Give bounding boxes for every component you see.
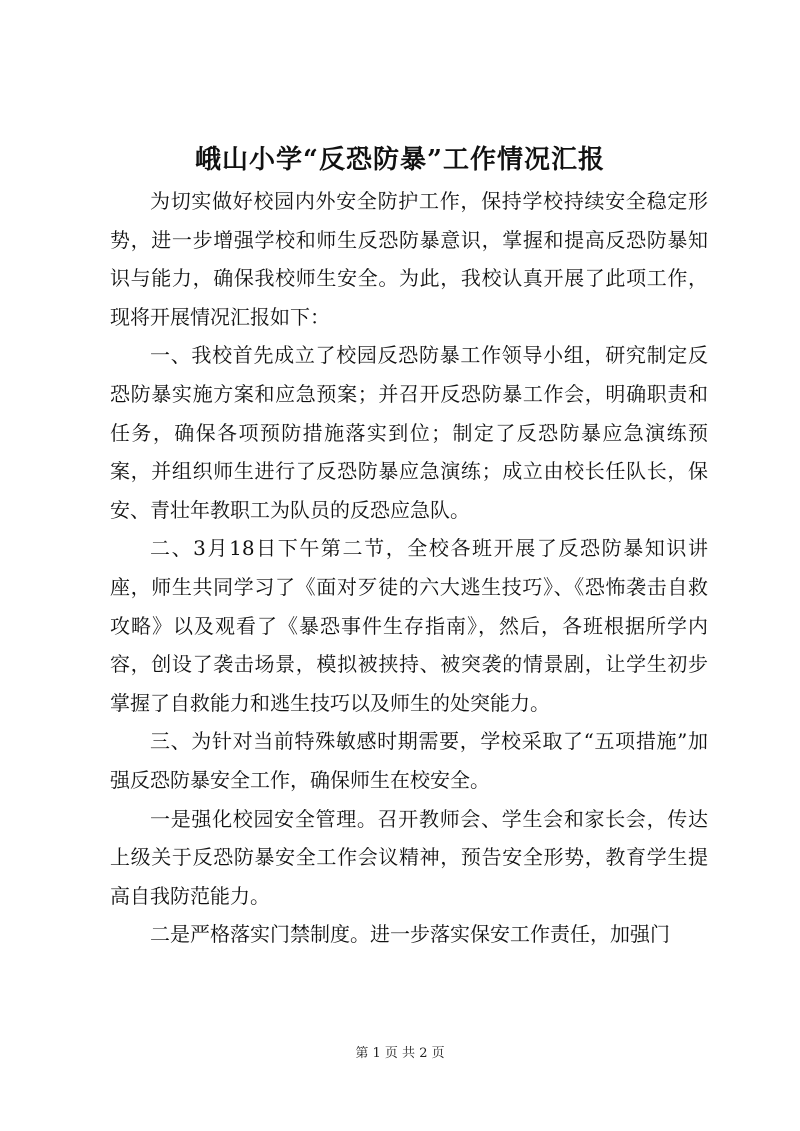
paragraph-section-3: 三、为针对当前特殊敏感时期需要，学校采取了“五项措施”加强反恐防暴安全工作，确保师生在校安全。 <box>110 729 708 792</box>
document-body <box>110 182 708 954</box>
document-title: 峨山小学“反恐防暴”工作情况汇报 <box>195 145 605 175</box>
paragraph-intro: 为切实做好校园内外安全防护工作，保持学校持续安全稳定形势，进一步增强学校和师生反恐防暴意识，掌握和提高反恐防暴知识与能力，确保我校师生安全。为此，我校认真开展了此项工作，现将开展情况汇报如下： <box>110 189 708 329</box>
paragraph-section-1: 一、我校首先成立了校园反恐防暴工作领导小组，研究制定反恐防暴实施方案和应急预案；并召开反恐防暴工作会，明确职责和任务，确保各项预防措施落实到位；制定了反恐防暴应急演练预案，并组织师生进行了反恐防暴应急演练；成立由校长任队长，保安、青壮年教职工为队员的反恐应急队。 <box>110 343 708 522</box>
paragraph-measure-2: 二是严格落实门禁制度。进一步落实保安工作责任，加强门 <box>150 922 670 947</box>
paragraph-section-2: 二、3月18日下午第二节，全校各班开展了反恐防暴知识讲座，师生共同学习了《面对歹徒的六大逃生技巧》、《恐怖袭击自救攻略》以及观看了《暴恐事件生存指南》，然后，各班根据所学内容，创设了袭击场景，模拟被挟持、被突袭的情景剧，让学生初步掌握了自救能力和逃生技巧以及师生的处突能力。 <box>110 536 708 715</box>
page-number-footer: 第 1 页 共 2 页 <box>355 1046 445 1061</box>
paragraph-measure-1: 一是强化校园安全管理。召开教师会、学生会和家长会，传达上级关于反恐防暴安全工作会议精神，预告安全形势，教育学生提高自我防范能力。 <box>110 806 708 908</box>
